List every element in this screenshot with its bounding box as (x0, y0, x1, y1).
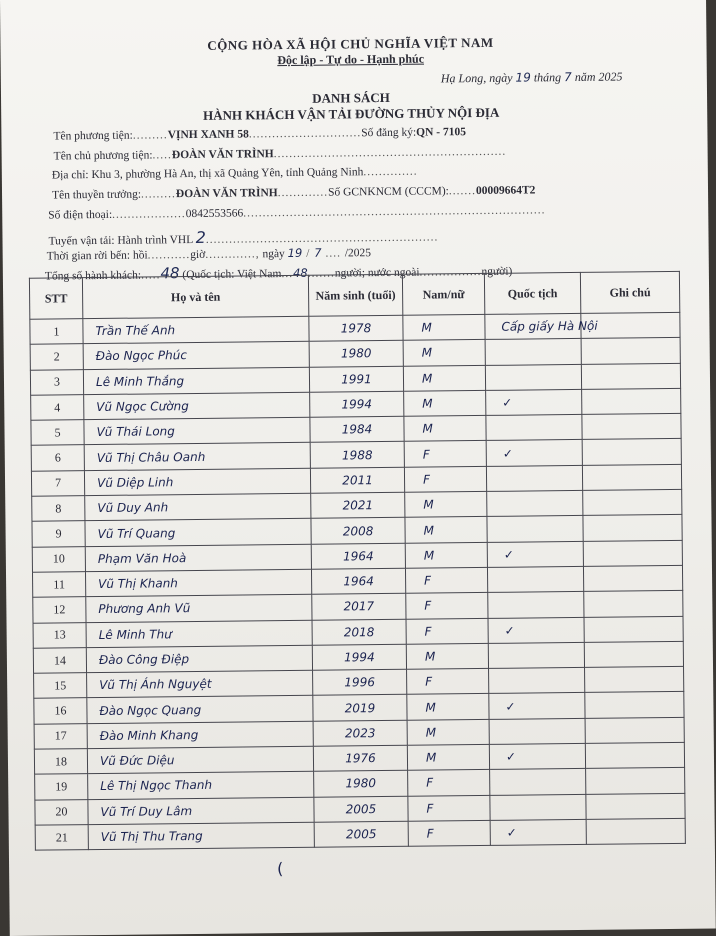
date-day: 19 (515, 70, 531, 85)
row-stt: 20 (35, 799, 88, 825)
row-stt: 13 (33, 622, 86, 648)
depart-month: 7 (314, 245, 322, 260)
row-birth-year: 1978 (309, 315, 403, 341)
row-notes (584, 591, 683, 617)
row-sex: M (407, 694, 489, 720)
cert-label: Số GCNKNCM (CCCM): (328, 185, 449, 199)
row-name: Vũ Thái Long (84, 417, 310, 445)
total-label: Tổng số hành khách: (44, 269, 142, 283)
route-line: Tuyến vận tải: Hành trình VHL 2............................................................ (48, 227, 439, 248)
row-birth-year: 1994 (310, 391, 404, 417)
row-notes (583, 515, 682, 541)
row-name: Vũ Trí Duy Lâm (88, 797, 314, 825)
row-name: Lê Minh Thư (86, 620, 312, 648)
row-stt: 4 (31, 395, 84, 421)
captain-label: Tên thuyền trưởng: (51, 188, 142, 202)
row-name: Lê Minh Thắng (83, 367, 309, 395)
row-birth-year: 2005 (314, 796, 408, 822)
row-nationality (486, 465, 582, 491)
row-notes (582, 388, 681, 414)
col-birth-year: Năm sinh (tuổi) (308, 274, 402, 316)
row-name: Vũ Thị Khanh (85, 569, 311, 597)
row-sex: F (405, 567, 487, 593)
row-name: Phạm Văn Hoà (85, 544, 311, 572)
row-sex: M (405, 542, 487, 568)
row-name: Vũ Thị Thu Trang (88, 822, 314, 850)
row-name: Vũ Đức Diệu (87, 746, 313, 774)
captain-value: ĐOÀN VĂN TRÌNH (175, 187, 278, 201)
row-stt: 21 (35, 825, 88, 851)
passenger-table (29, 271, 686, 851)
total-line: Tổng số hành khách:.....48 (Quốc tịch: Việt Nam...48.......người; nước ngoài................người) (44, 264, 513, 283)
date-place: Hạ Long, ngày (440, 70, 513, 86)
row-notes (583, 489, 682, 515)
row-nationality: ✓ (487, 541, 583, 567)
row-notes (583, 540, 682, 566)
row-notes (581, 363, 680, 389)
total-value: 48 (160, 264, 180, 283)
row-sex: F (404, 466, 486, 492)
vessel-value: VỊNH XANH 58 (167, 128, 249, 142)
depart-day-label: ngày (262, 248, 285, 261)
row-nationality: ✓ (490, 819, 586, 845)
row-sex: M (404, 390, 486, 416)
doc-title: DANH SÁCH (312, 89, 390, 106)
row-stt: 3 (30, 369, 83, 395)
row-stt: 6 (31, 445, 84, 471)
row-name: Vũ Duy Anh (85, 493, 311, 521)
row-name: Vũ Thị Ánh Nguyệt (87, 670, 313, 698)
depart-year: /2025 (344, 247, 372, 260)
vessel-label: Tên phương tiện: (53, 129, 133, 143)
row-stt: 1 (30, 319, 83, 345)
row-nationality (487, 566, 583, 592)
row-birth-year: 1964 (311, 543, 405, 569)
row-sex: M (405, 492, 487, 518)
row-name: Vũ Trí Quang (85, 519, 311, 547)
row-birth-year: 1994 (312, 644, 406, 670)
row-nationality: Cấp giấy Hà Nội (485, 313, 581, 339)
row-stt: 12 (33, 597, 86, 623)
row-stt: 8 (32, 496, 85, 522)
departure-line: Thời gian rời bến: hồi...........giờ............., ngày 19 / 7 .... /2025 (46, 245, 372, 263)
row-nationality: ✓ (489, 743, 585, 769)
col-notes: Ghi chú (580, 271, 679, 313)
captain-line: Tên thuyền trưởng:.........ĐOÀN VĂN TRÌNH.............Số GCNKNCM (CCCM):.......00009664T2 (51, 184, 536, 202)
table-header-row (29, 271, 679, 319)
address-line: Địa chỉ: Khu 3, phường Hà An, thị xã Quảng Yên, tỉnh Quảng Ninh.............. (51, 165, 418, 182)
table-row (35, 818, 685, 850)
row-notes (582, 464, 681, 490)
row-stt: 11 (32, 572, 85, 598)
row-sex: F (406, 618, 488, 644)
row-nationality (489, 718, 585, 744)
row-sex: M (407, 744, 489, 770)
phone-line: Số điện thoại:...................0842553566.............................................................................. (48, 204, 546, 222)
row-nationality (488, 592, 584, 618)
row-birth-year: 1976 (313, 745, 407, 771)
row-notes (585, 692, 684, 718)
cert-value: 00009664T2 (475, 184, 536, 198)
phone-value: 0842553566 (185, 207, 244, 221)
row-nationality: ✓ (489, 693, 585, 719)
depart-label: Thời gian rời bến: hồi (46, 249, 148, 263)
depart-hour-label: giờ (190, 248, 206, 262)
row-sex: M (406, 643, 488, 669)
row-name: Vũ Diệp Linh (84, 468, 310, 496)
row-name: Vũ Thị Châu Oanh (84, 443, 310, 471)
owner-line: Tên chủ phương tiện:.....ĐOÀN VĂN TRÌNH............................................................ (53, 145, 507, 163)
row-sex: M (403, 365, 485, 391)
route-value: 2 (195, 227, 206, 247)
nationality-label: (Quốc tịch: Việt Nam (182, 268, 282, 282)
row-birth-year: 2008 (311, 518, 405, 544)
row-birth-year: 1996 (313, 669, 407, 695)
row-sex: F (408, 820, 490, 846)
row-birth-year: 1984 (310, 416, 404, 442)
row-nationality (485, 364, 581, 390)
row-notes (586, 818, 685, 844)
row-birth-year: 2005 (314, 821, 408, 847)
row-sex: M (404, 416, 486, 442)
row-notes (585, 717, 684, 743)
row-nationality (485, 339, 581, 365)
row-stt: 17 (34, 723, 87, 749)
persons-end: người) (481, 265, 513, 278)
row-birth-year: 1964 (311, 568, 405, 594)
col-sex: Nam/nữ (402, 273, 484, 315)
row-notes (584, 616, 683, 642)
row-notes (584, 641, 683, 667)
row-sex: F (406, 593, 488, 619)
row-nationality: ✓ (486, 389, 582, 415)
col-stt: STT (29, 278, 82, 320)
row-nationality (488, 642, 584, 668)
row-stt: 15 (34, 673, 87, 699)
phone-label: Số điện thoại: (48, 208, 113, 222)
col-nationality: Quốc tịch (484, 272, 580, 314)
row-sex: F (408, 770, 490, 796)
reg-label: Số đăng ký: (361, 126, 417, 140)
row-birth-year: 1991 (309, 366, 403, 392)
row-sex: F (408, 795, 490, 821)
country-header: CỘNG HÒA XÃ HỘI CHỦ NGHĨA VIỆT NAM (207, 34, 494, 53)
row-birth-year: 1980 (314, 771, 408, 797)
row-birth-year: 2018 (312, 619, 406, 645)
row-nationality (487, 516, 583, 542)
date-line (441, 69, 623, 86)
row-stt: 19 (35, 774, 88, 800)
row-notes (585, 742, 684, 768)
row-notes (582, 439, 681, 465)
row-birth-year: 2011 (310, 467, 404, 493)
vessel-line: Tên phương tiện:.........VỊNH XANH 58.............................Số đăng ký:QN - 7105 (53, 126, 467, 143)
row-name: Đào Công Điệp (86, 645, 312, 673)
row-stt: 18 (34, 749, 87, 775)
vn-count: 48 (292, 265, 308, 280)
row-birth-year: 2023 (313, 720, 407, 746)
row-name: Trần Thế Anh (83, 316, 309, 344)
row-sex: M (407, 719, 489, 745)
row-stt: 5 (31, 420, 84, 446)
row-stt: 14 (33, 647, 86, 673)
row-birth-year: 1988 (310, 442, 404, 468)
row-stt: 9 (32, 521, 85, 547)
row-sex: F (404, 441, 486, 467)
row-nationality: ✓ (488, 617, 584, 643)
row-birth-year: 1980 (309, 341, 403, 367)
motto-text: Độc lập - Tự do - Hạnh phúc (277, 51, 425, 68)
depart-day: 19 (287, 245, 303, 261)
row-name: Đào Minh Khang (87, 721, 313, 749)
owner-value: ĐOÀN VĂN TRÌNH (171, 148, 274, 162)
row-sex: M (403, 314, 485, 340)
address-value: Khu 3, phường Hà An, thị xã Quảng Yên, tỉnh Quảng Ninh (91, 166, 364, 182)
row-stt: 10 (32, 546, 85, 572)
row-name: Lê Thị Ngọc Thanh (88, 772, 314, 800)
row-stt: 7 (31, 470, 84, 496)
row-nationality (486, 415, 582, 441)
owner-label: Tên chủ phương tiện: (53, 149, 153, 163)
row-birth-year: 2021 (311, 492, 405, 518)
row-notes (585, 667, 684, 693)
row-sex: M (405, 517, 487, 543)
doc-subtitle: HÀNH KHÁCH VẬN TẢI ĐƯỜNG THỦY NỘI ĐỊA (203, 104, 500, 123)
row-stt: 2 (30, 344, 83, 370)
row-birth-year: 2019 (313, 695, 407, 721)
foreign-label: người; nước ngoài (334, 266, 420, 280)
row-name: Đào Ngọc Quang (87, 696, 313, 724)
route-label: Tuyến vận tải: Hành trình VHL (48, 233, 193, 248)
row-nationality (489, 668, 585, 694)
row-notes (582, 414, 681, 440)
row-nationality (490, 794, 586, 820)
row-sex: M (403, 340, 485, 366)
date-year: năm 2025 (574, 69, 623, 84)
row-birth-year: 2017 (312, 594, 406, 620)
row-stt: 16 (34, 698, 87, 724)
row-name: Vũ Ngọc Cường (84, 392, 310, 420)
row-notes (586, 793, 685, 819)
date-month: 7 (564, 70, 572, 85)
row-name: Phương Anh Vũ (86, 595, 312, 623)
row-nationality (490, 769, 586, 795)
row-nationality (487, 491, 583, 517)
date-month-label: tháng (533, 70, 562, 85)
row-notes (581, 338, 680, 364)
col-name: Họ và tên (82, 275, 308, 318)
row-notes (583, 565, 682, 591)
row-name: Đào Ngọc Phúc (83, 342, 309, 370)
stray-mark: ( (277, 859, 284, 879)
row-sex: F (407, 669, 489, 695)
row-notes (586, 768, 685, 794)
address-label: Địa chỉ: (51, 169, 89, 182)
reg-value: QN - 7105 (416, 126, 467, 139)
row-nationality: ✓ (486, 440, 582, 466)
